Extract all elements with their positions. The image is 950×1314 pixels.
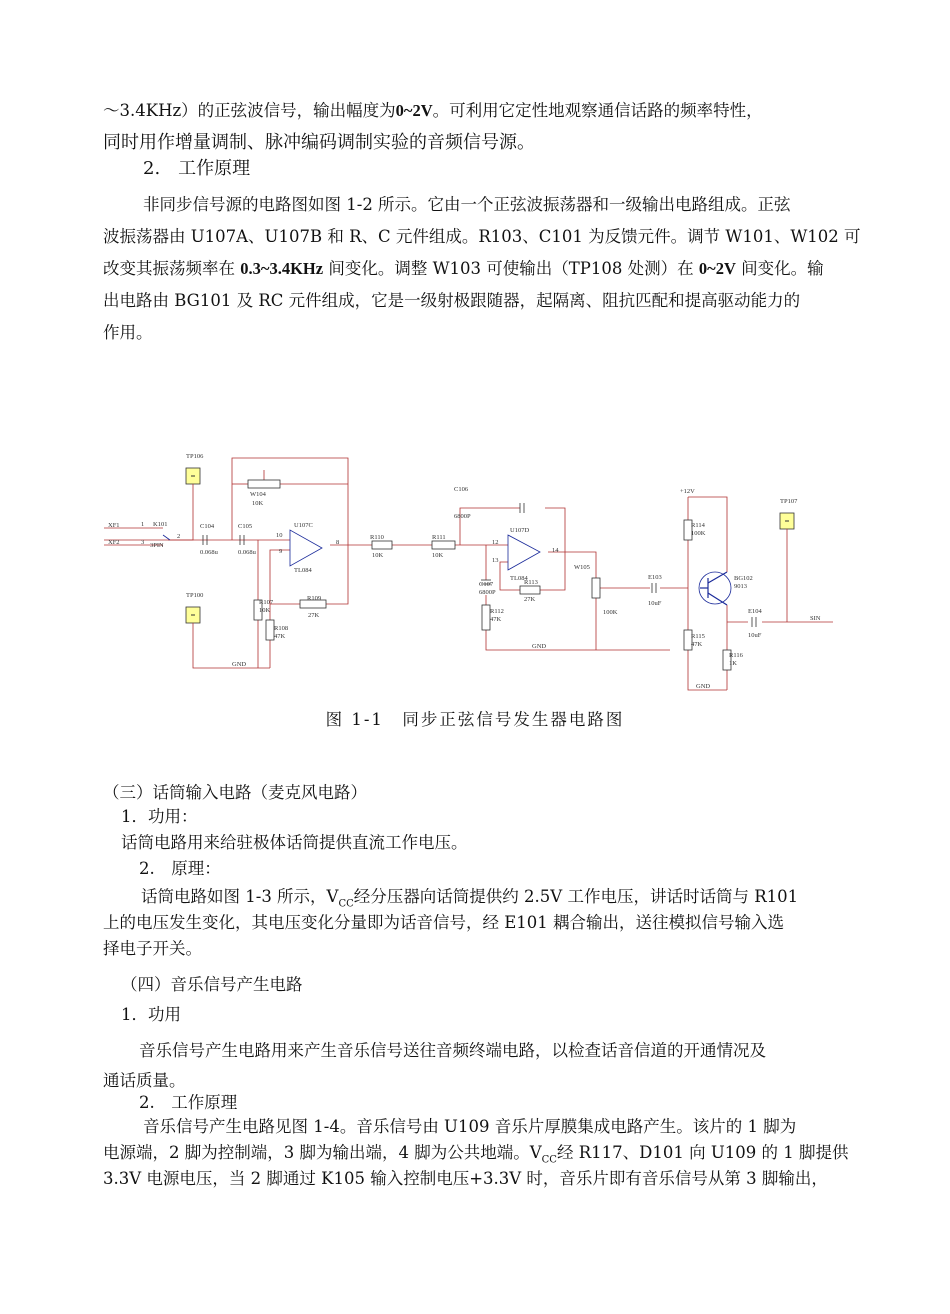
- label-c107-v: 6800P: [479, 589, 496, 596]
- label-pin3: 3: [141, 539, 145, 546]
- section4-p2-line2: 电源端，2 脚为控制端，3 脚为输出端，4 脚为公共地端。$V_{CC}$经 R117、D101 向 U109 的 1 脚提供: [103, 1143, 849, 1166]
- label-u107d: U107D: [510, 527, 530, 534]
- label-k101-type: 3PIN: [150, 542, 164, 549]
- label-gnd-3: GND: [696, 683, 711, 690]
- section4-p2-line1: 音乐信号产生电路见图 1-4。音乐信号由 U109 音乐片厚膜集成电路产生。该片的 1 脚为: [143, 1117, 797, 1136]
- label-c105-v: 0.068u: [238, 549, 256, 556]
- para2-line2: 波振荡器由 U107A、U107B 和 R、C 元件组成。R103、C101 为反馈元件。调节 W101、W102 可: [103, 227, 861, 246]
- label-xf1: XF1: [108, 522, 120, 529]
- label-r114: R114: [691, 522, 705, 529]
- para2-line4: 出电路由 BG101 及 RC 元件组成，它是一级射极跟随器，起隔离、阻抗匹配和提高驱动能力的: [103, 291, 801, 310]
- section4-p2-line3: 3.3V 电源电压，当 2 脚通过 K105 输入控制电压+3.3V 时，音乐片即有音乐信号从第 3 脚输出，: [103, 1169, 828, 1188]
- section3-p-line3: 择电子开关。: [103, 939, 202, 958]
- label-pin14: 14: [552, 547, 559, 554]
- section4-sub2: 2. 工作原理: [139, 1093, 238, 1112]
- label-c104: C104: [200, 523, 215, 530]
- label-c104-v: 0.068u: [200, 549, 218, 556]
- section3-line1: 话筒电路用来给驻极体话筒提供直流工作电压。: [121, 833, 468, 852]
- section4-sub1: 1．功用: [121, 1005, 181, 1024]
- label-w105: W105: [574, 564, 590, 571]
- label-r112-v: 47K: [490, 616, 502, 623]
- label-u107c-t: TL084: [294, 567, 312, 574]
- label-tp100: TP100: [186, 592, 204, 599]
- label-tp107: TP107: [780, 498, 798, 505]
- label-c105: C105: [238, 523, 253, 530]
- label-vcc: +12V: [680, 488, 695, 495]
- section3-sub1: 1．功用：: [121, 807, 198, 826]
- r111-body: [432, 541, 455, 549]
- section3-p-line1: 话筒电路如图 1-3 所示，$V_{CC}$经分压器向话筒提供约 2.5V 工作电压，讲话时话筒与 R101: [141, 887, 799, 910]
- w105-body: [592, 578, 600, 598]
- label-e104: E104: [748, 608, 762, 615]
- label-r108: R108: [274, 625, 289, 632]
- label-pin10: 10: [276, 532, 283, 539]
- label-e104-v: 10uF: [748, 632, 762, 639]
- u107c-opamp: [290, 530, 322, 566]
- label-e103: E103: [648, 574, 662, 581]
- section3-p-line2: 上的电压发生变化，其电压变化分量即为话音信号，经 E101 耦合输出，送往模拟信号输入选: [103, 913, 785, 932]
- r112-body: [482, 605, 490, 630]
- label-r113-v: 27K: [524, 596, 536, 603]
- label-r116-v: 1K: [729, 660, 737, 667]
- label-e103-v: 10uF: [648, 600, 662, 607]
- r113-body: [520, 586, 540, 594]
- section3-heading: （三）话筒输入电路（麦克风电路）: [103, 783, 367, 802]
- section3-sub2: 2. 原理：: [139, 859, 221, 878]
- label-r108-v: 47K: [274, 633, 286, 640]
- label-gnd-2: GND: [532, 643, 547, 650]
- label-r115: R115: [691, 633, 705, 640]
- label-r112: R112: [490, 608, 504, 615]
- label-r107-v: 10K: [259, 607, 271, 614]
- label-u107d-t: TL084: [510, 575, 528, 582]
- label-r110: R110: [370, 534, 384, 541]
- label-gnd-1: GND: [232, 661, 247, 668]
- label-r111: R111: [432, 534, 446, 541]
- label-r113: R113: [524, 579, 538, 586]
- para1-line2: 同时用作增量调制、脉冲编码调制实验的音频信号源。: [103, 132, 535, 153]
- label-k101: K101: [153, 521, 168, 528]
- r108-body: [266, 620, 274, 640]
- w104-body: [248, 480, 280, 488]
- label-r115-v: 47K: [691, 641, 703, 648]
- label-bg102-t: 9013: [734, 583, 747, 590]
- figure-caption: 图 1-1 同步正弦信号发生器电路图: [325, 710, 625, 729]
- label-r109-v: 27K: [308, 612, 320, 619]
- label-c107: C107: [479, 581, 494, 588]
- section2-heading: 2. 工作原理: [143, 158, 251, 179]
- label-pin1: 1: [141, 521, 145, 528]
- label-xf2: XF2: [108, 539, 120, 546]
- label-r107: R107: [259, 599, 274, 606]
- u107d-opamp: [508, 535, 540, 570]
- label-tp106: TP106: [186, 453, 204, 460]
- label-r111-v: 10K: [432, 552, 444, 559]
- label-r116: R116: [729, 652, 743, 659]
- label-c106: C106: [454, 486, 469, 493]
- label-w104: W104: [250, 491, 266, 498]
- label-r114-v: 100K: [691, 530, 706, 537]
- label-bg102: BG102: [734, 575, 753, 582]
- r110-body: [372, 541, 392, 549]
- label-sin: SIN: [810, 615, 821, 622]
- section4-heading: （四）音乐信号产生电路: [121, 975, 303, 994]
- label-c106-v: 6800P: [454, 513, 471, 520]
- para2-line3: 改变其振荡频率在 0.3~3.4KHz 间变化。调整 W103 可使输出（TP108 处测）在 0~2V 间变化。输: [103, 259, 824, 278]
- label-pin8: 8: [336, 539, 340, 546]
- circuit-diagram: [0, 440, 950, 700]
- label-pin13: 13: [492, 557, 499, 564]
- section4-p1-line2: 通话质量。: [103, 1071, 186, 1090]
- para2-line5: 作用。: [103, 323, 153, 342]
- label-pin12: 12: [492, 539, 499, 546]
- para1-line1: ～3.4KHz）的正弦波信号，输出幅度为0~2V。可利用它定性地观察通信话路的频率特性，: [103, 101, 763, 120]
- para2-line1: 非同步信号源的电路图如图 1-2 所示。它由一个正弦波振荡器和一级输出电路组成。正弦: [143, 195, 791, 214]
- label-pin2: 2: [177, 533, 181, 540]
- label-pin9: 9: [279, 548, 283, 555]
- label-r109: R109: [307, 595, 322, 602]
- label-w105-v: 100K: [603, 609, 618, 616]
- section4-p1-line1: 音乐信号产生电路用来产生音乐信号送往音频终端电路，以检查话音信道的开通情况及: [139, 1041, 766, 1060]
- label-r110-v: 10K: [372, 552, 384, 559]
- label-u107c: U107C: [294, 522, 313, 529]
- label-w104-v: 10K: [252, 500, 264, 507]
